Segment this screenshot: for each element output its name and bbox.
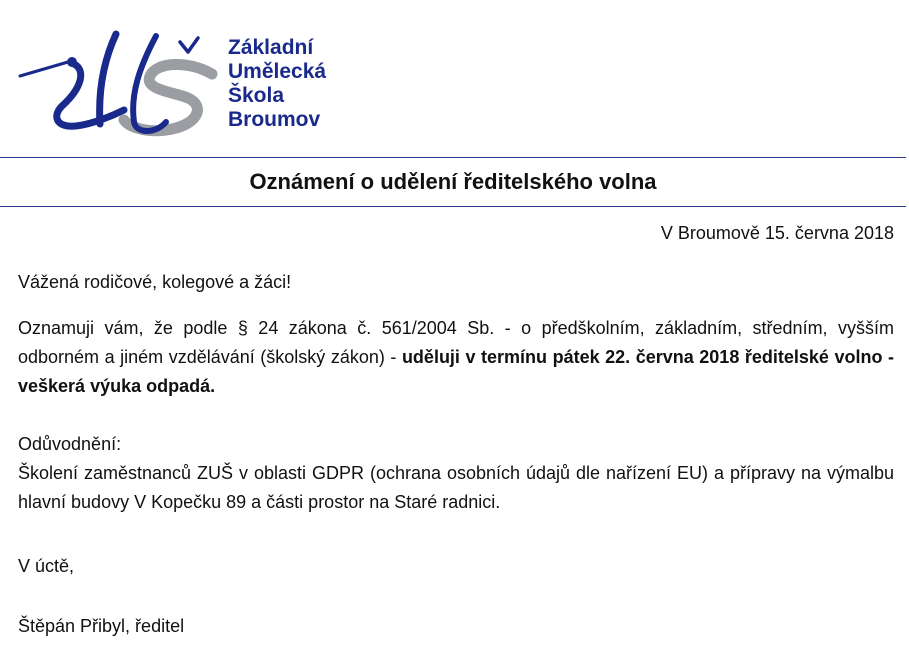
school-name-line-3: Škola [228, 84, 285, 107]
announcement-paragraph [18, 314, 894, 401]
logo-heron-beak [20, 62, 68, 76]
logo-z-stroke [100, 34, 116, 124]
date-line: V Broumově 15. června 2018 [660, 223, 894, 243]
reason-text: Školení zaměstnanců ZUŠ v oblasti GDPR (ochrana osobních údajů dle nařízení EU) a přípravy na výmalbu hlavní budovy V Kopečku 89 a části prostor na Staré radnici. [18, 463, 894, 512]
school-name-line-2: Umělecká [228, 60, 327, 83]
school-name-line-1: Základní [228, 36, 314, 59]
announcement-intro: Oznamuji vám, že podle § 24 zákona č. 561/2004 Sb. - o předškolním, základním, středním, vyšším odborném a jiném vzdělávání (školský zákon) - [18, 318, 894, 367]
document-title: Oznámení o udělení ředitelského volna [249, 169, 657, 194]
school-logo [16, 30, 226, 142]
logo-heron-neck [57, 64, 124, 126]
announcement-bold: uděluji v termínu pátek 22. června 2018 ředitelské volno - veškerá výuka odpadá. [18, 347, 894, 396]
logo-caron [180, 38, 198, 52]
header-divider-bottom [0, 206, 906, 207]
salutation: Vážená rodičové, kolegové a žáci! [18, 272, 292, 292]
school-name-line-4: Broumov [228, 108, 321, 131]
signature: Štěpán Přibyl, ředitel [18, 616, 185, 636]
school-name [228, 36, 326, 132]
reason-label: Odůvodnění: [18, 434, 122, 454]
closing: V úctě, [18, 556, 75, 576]
header-divider-top [0, 157, 906, 158]
